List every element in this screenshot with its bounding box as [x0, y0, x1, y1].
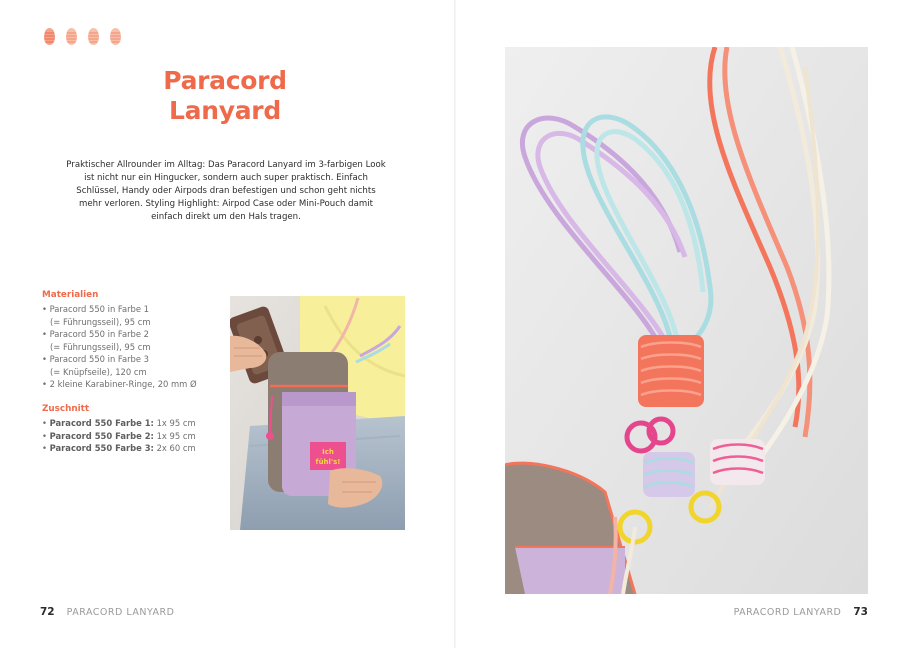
cutting-value: 1x 95 cm: [153, 418, 196, 428]
photo-lanyards: [505, 47, 868, 594]
cutting-value: 1x 95 cm: [153, 430, 196, 441]
pouch-photo-illustration: [230, 296, 405, 530]
list-item: [42, 303, 232, 328]
title-line-2: Lanyard: [169, 96, 281, 125]
material-note: (= Führungsseil), 95 cm: [50, 341, 151, 352]
cutting-value: 2x 60 cm: [153, 443, 196, 453]
material-name: • Paracord 550 in Farbe 3: [42, 354, 150, 364]
list-item: • Paracord 550 Farbe 2: 1x 95 cm: [42, 430, 196, 441]
page-title: [120, 66, 330, 126]
difficulty-cocoon-icon: [109, 27, 122, 46]
material-name: • 2 kleine Karabiner-Ringe, 20 mm Ø: [42, 379, 197, 389]
svg-text:fühl's!: fühl's!: [315, 458, 341, 466]
cutting-list: [42, 417, 232, 455]
cutting-label: Paracord 550 Farbe 1:: [49, 418, 154, 428]
cutting-label: Paracord 550 Farbe 2:: [49, 430, 154, 441]
footer-right: [734, 606, 868, 618]
difficulty-cocoon-icon: [65, 27, 78, 46]
footer-left: [40, 606, 174, 618]
difficulty-indicator: [43, 27, 122, 46]
material-name: • Paracord 550 in Farbe 2: [42, 329, 150, 339]
running-title: PARACORD LANYARD: [733, 607, 842, 618]
material-name: • Paracord 550 in Farbe 1: [42, 304, 150, 314]
intro-paragraph: Praktischer Allrounder im Alltag: Das Paracord Lanyard im 3-farbigen Look ist nicht nur ein Hingucker, sondern auch super praktisch. Einfach Schlüssel, Handy oder Airpods dran befestigen und schon geht nichts mehr verloren. Styling Highlight: Airpod Case oder Mini-Pouch damit einfach direkt um den Hals tragen.: [66, 160, 386, 222]
material-note: (= Knüpfseile), 120 cm: [50, 366, 147, 377]
list-item: [42, 328, 232, 353]
photo-pouch-in-use: [230, 296, 405, 530]
list-item: [42, 378, 232, 391]
page-number: 73: [853, 606, 868, 618]
cutting-label: Paracord 550 Farbe 3:: [49, 443, 154, 453]
gutter: [454, 0, 456, 648]
running-title: PARACORD LANYARD: [66, 607, 175, 618]
list-item: • Paracord 550 Farbe 1: 1x 95 cm: [42, 418, 196, 428]
title-line-1: Paracord: [163, 66, 287, 95]
difficulty-cocoon-icon: [43, 27, 56, 46]
cutting-heading: Zuschnitt: [42, 404, 90, 414]
list-item: • Paracord 550 Farbe 3: 2x 60 cm: [42, 443, 196, 453]
lanyard-photo-illustration: [505, 47, 868, 594]
materials-list: [42, 303, 232, 391]
difficulty-cocoon-icon: [87, 27, 100, 46]
page-number: 72: [40, 606, 55, 618]
list-item: [42, 353, 232, 378]
materials-heading: Materialien: [42, 290, 99, 300]
material-note: (= Führungsseil), 95 cm: [50, 316, 151, 327]
svg-text:Ich: Ich: [322, 448, 334, 456]
